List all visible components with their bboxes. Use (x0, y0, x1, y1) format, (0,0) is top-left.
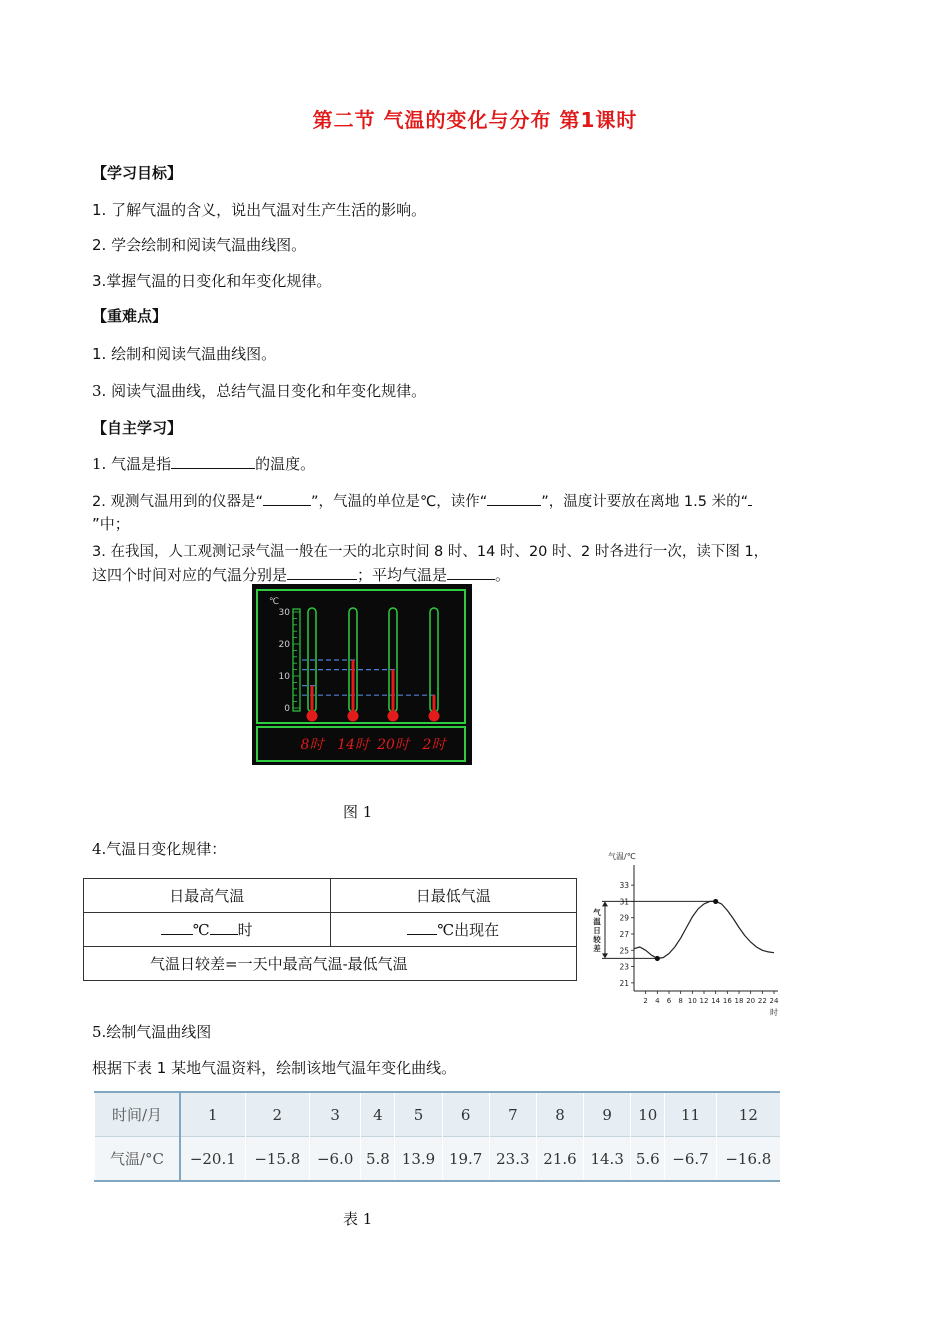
x-tick-label: 16 (722, 997, 732, 1005)
daily-rule-table (83, 878, 577, 981)
daily-range-definition: 气温日较差=一天中最高气温-最低气温 (84, 947, 577, 981)
answer-blank[interactable] (287, 565, 357, 580)
x-tick-label: 8 (678, 997, 683, 1005)
time-label: 8时 (300, 737, 324, 753)
table-row (95, 1092, 781, 1137)
x-tick-label: 12 (699, 997, 709, 1005)
y-tick-label: 23 (619, 962, 629, 972)
mercury-column (352, 660, 355, 712)
thermometer-bulb (388, 711, 399, 722)
month-cell: 9 (584, 1092, 631, 1137)
y-tick-label: 27 (619, 930, 629, 939)
objectives-header: 【学习目标】 (92, 164, 183, 182)
question-2 (92, 490, 752, 511)
daily-rule-label: 4.气温日变化规律： (92, 840, 227, 858)
y-axis-label: 气温/℃ (608, 852, 636, 861)
question-3-text: 这四个时间对应的气温分别是 (92, 566, 288, 584)
temperature-curve (634, 901, 774, 958)
thermometer-bulb (307, 711, 318, 722)
answer-blank[interactable] (407, 920, 437, 935)
temperature-cell: −20.1 (180, 1137, 245, 1182)
month-cell: 7 (489, 1092, 536, 1137)
month-cell: 10 (631, 1092, 665, 1137)
side-label-char: 气 (593, 907, 601, 917)
y-tick-label: 21 (619, 978, 629, 988)
x-tick-label: 4 (655, 997, 660, 1005)
table-header-min: 日最低气温 (330, 879, 577, 913)
thermometer-bulb (348, 711, 359, 722)
month-cell: 11 (665, 1092, 716, 1137)
temperature-cell: −15.8 (245, 1137, 309, 1182)
temperature-cell: 14.3 (584, 1137, 631, 1182)
objective-item: 3.掌握气温的日变化和年变化规律。 (92, 272, 332, 290)
temperature-cell: −16.8 (716, 1137, 780, 1182)
thermometer-figure (252, 584, 472, 765)
x-tick-label: 2 (643, 997, 648, 1005)
daily-temperature-chart (588, 845, 788, 1023)
y-tick-label: 29 (619, 913, 629, 923)
unit-text: ℃出现在 (437, 921, 500, 939)
answer-blank[interactable] (263, 491, 311, 506)
figure1-caption: 图 1 (343, 803, 373, 821)
tick-label: 30 (278, 608, 290, 618)
arrow-head-down (602, 953, 608, 958)
table-header-max: 日最高气温 (84, 879, 331, 913)
unit-text: ℃ (192, 921, 210, 939)
min-point (655, 956, 660, 961)
mercury-column (433, 695, 436, 712)
answer-blank[interactable] (487, 491, 541, 506)
temperature-cell: 5.6 (631, 1137, 665, 1182)
time-label: 20时 (377, 737, 409, 753)
time-label: 14时 (337, 737, 369, 753)
row-header-month: 时间/月 (95, 1092, 181, 1137)
chart-group (592, 851, 779, 1017)
question-2-text: ”，气温的单位是℃，读作“ (310, 494, 488, 510)
annual-instruction: 根据下表 1 某地气温资料，绘制该地气温年变化曲线。 (92, 1059, 457, 1077)
annual-temperature-table (94, 1091, 780, 1182)
tick-label: 0 (284, 704, 290, 714)
month-cell: 4 (361, 1092, 395, 1137)
time-label: 2时 (422, 737, 446, 753)
x-tick-label: 6 (666, 997, 672, 1005)
table1-caption: 表 1 (343, 1210, 373, 1228)
objective-item: 1. 了解气温的含义，说出气温对生产生活的影响。 (92, 201, 427, 219)
thermometer-bulb (429, 711, 440, 722)
keypoints-header: 【重难点】 (92, 307, 168, 325)
tick-label: 20 (278, 640, 290, 650)
answer-blank[interactable] (161, 920, 193, 935)
objective-item: 2. 学会绘制和阅读气温曲线图。 (92, 236, 307, 254)
row-header-temp: 气温/°C (95, 1137, 181, 1182)
question-3-text: ；平均气温是 (357, 566, 448, 584)
question-3-cont (92, 564, 510, 585)
side-label-char: 日 (593, 925, 601, 935)
temperature-cell: 13.9 (395, 1137, 442, 1182)
annual-heading: 5.绘制气温曲线图 (92, 1023, 212, 1041)
x-tick-label: 18 (734, 997, 744, 1005)
x-tick-label: 22 (757, 997, 767, 1005)
temperature-cell: −6.0 (310, 1137, 361, 1182)
question-3: 3. 在我国，人工观测记录气温一般在一天的北京时间 8 时、14 时、20 时、2 时各进行一次，读下图 1， (92, 544, 769, 560)
question-1-text-end: 的温度。 (255, 455, 316, 473)
month-cell: 2 (245, 1092, 309, 1137)
unit-label: ℃ (269, 597, 280, 607)
x-axis-label: 时 (770, 1008, 778, 1017)
arrow-head-up (602, 901, 608, 906)
table-row (95, 1137, 781, 1182)
month-cell: 6 (442, 1092, 489, 1137)
temperature-cell: 21.6 (536, 1137, 583, 1182)
tick-label: 10 (278, 672, 290, 682)
question-2-end: ”中； (92, 515, 130, 533)
page-title: 第二节 气温的变化与分布 第1课时 (312, 108, 638, 132)
month-cell: 12 (716, 1092, 780, 1137)
temperature-cell: 5.8 (361, 1137, 395, 1182)
question-3-text: 。 (495, 566, 511, 584)
side-label-char: 较 (593, 934, 601, 944)
x-tick-label: 10 (687, 997, 697, 1005)
y-tick-label: 31 (619, 897, 629, 907)
question-1-text: 1. 气温是指 (92, 455, 172, 473)
month-cell: 3 (310, 1092, 361, 1137)
temperature-cell: 23.3 (489, 1137, 536, 1182)
keypoint-item: 1. 绘制和阅读气温曲线图。 (92, 345, 277, 363)
x-tick-label: 20 (746, 997, 756, 1005)
temperature-cell: 19.7 (442, 1137, 489, 1182)
month-cell: 5 (395, 1092, 442, 1137)
question-2-text: ”，温度计要放在离地 1.5 米的“ (541, 494, 749, 510)
answer-blank[interactable] (748, 491, 752, 506)
month-cell: 1 (180, 1092, 245, 1137)
side-label-char: 温 (593, 916, 601, 926)
month-cell: 8 (536, 1092, 583, 1137)
max-temp-cell (84, 913, 331, 947)
x-tick-label: 24 (769, 997, 779, 1005)
min-temp-cell (330, 913, 577, 947)
keypoint-item: 3. 阅读气温曲线，总结气温日变化和年变化规律。 (92, 382, 427, 400)
temperature-cell: −6.7 (665, 1137, 716, 1182)
mercury-column (311, 686, 314, 712)
y-tick-label: 33 (619, 881, 629, 891)
question-1 (92, 453, 315, 474)
max-point (713, 899, 718, 904)
selfstudy-header: 【自主学习】 (92, 419, 183, 437)
side-label-char: 差 (593, 943, 601, 953)
answer-blank[interactable] (447, 565, 495, 580)
hour-text: 时 (237, 921, 253, 939)
x-tick-label: 14 (711, 997, 721, 1005)
question-2-text: 2. 观测气温用到的仪器是“ (92, 494, 263, 510)
mercury-column (392, 670, 395, 712)
answer-blank[interactable] (210, 920, 238, 935)
answer-blank[interactable] (171, 454, 255, 469)
y-tick-label: 25 (619, 946, 629, 956)
